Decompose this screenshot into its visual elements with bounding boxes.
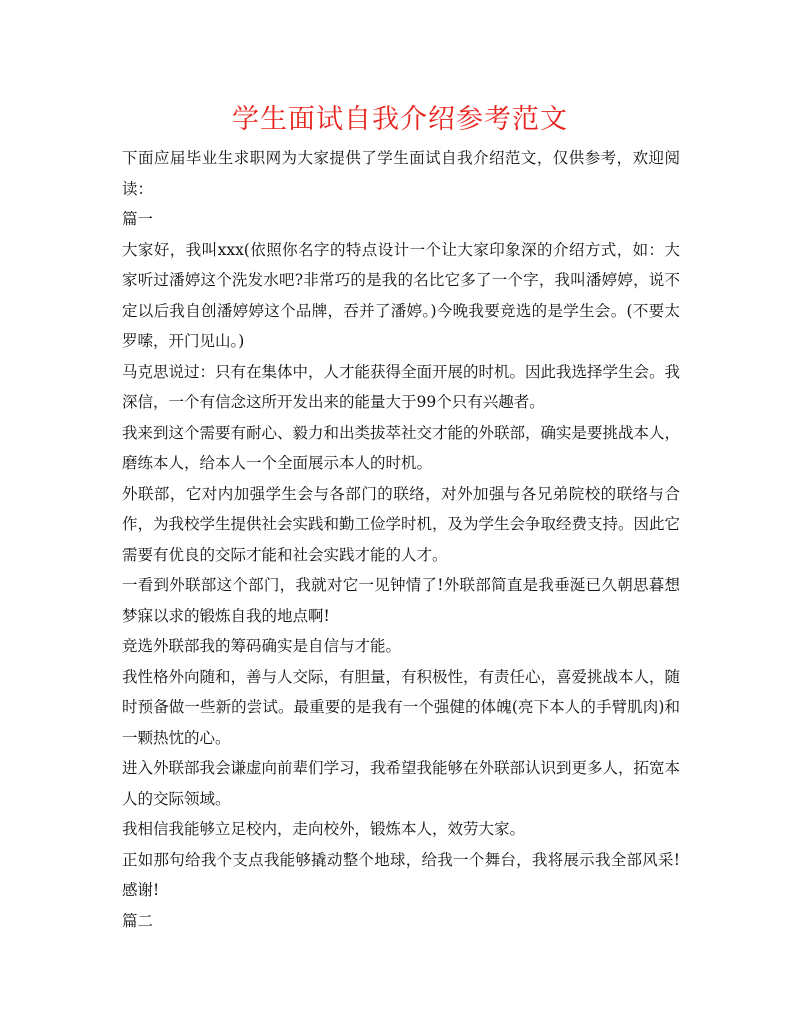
paragraph: 竞选外联部我的筹码确实是自信与才能。: [122, 637, 402, 655]
paragraph: 正如那句给我个支点我能够撬动整个地球，给我一个舞台，我将展示我全部风采!感谢!: [122, 850, 680, 899]
section-heading-2: 篇二: [122, 911, 154, 930]
paragraph: 进入外联部我会谦虚向前辈们学习，我希望我能够在外联部认识到更多人，拓宽本人的交际领域。: [122, 759, 681, 808]
document-body: [122, 143, 680, 936]
section-heading-1: 篇一: [122, 210, 154, 228]
paragraph: 一看到外联部这个部门，我就对它一见钟情了!外联部简直是我垂涎已久朝思暮想梦寐以求的锻炼自我的地点啊!: [122, 576, 680, 625]
paragraph: 大家好，我叫xxx(依照你名字的特点设计一个让大家印象深的介绍方式，如：大家听过潘婷这个洗发水吧?非常巧的是我的名比它多了一个字，我叫潘婷婷，说不定以后我自创潘婷婷这个品牌，吞并了潘婷。)今晚我要竞选的是学生会。(不要太罗嗦，开门见山。): [122, 240, 680, 350]
paragraph: 外联部，它对内加强学生会与各部门的联络，对外加强与各兄弟院校的联络与合作，为我校学生提供社会实践和勤工俭学时机，及为学生会争取经费支持。因此它需要有优良的交际才能和社会实践才能的人才。: [122, 484, 681, 564]
document-title: 学生面试自我介绍参考范文: [232, 104, 568, 135]
paragraph: 我来到这个需要有耐心、毅力和出类拔萃社交才能的外联部，确实是要挑战本人，磨练本人，给本人一个全面展示本人的时机。: [122, 423, 681, 472]
paragraph: 我相信我能够立足校内，走向校外，锻炼本人，效劳大家。: [122, 820, 526, 838]
paragraph-intro: 下面应届毕业生求职网为大家提供了学生面试自我介绍范文，仅供参考，欢迎阅读：: [122, 149, 680, 198]
paragraph: 我性格外向随和，善与人交际，有胆量，有积极性，有责任心，喜爱挑战本人，随时预备做一些新的尝试。最重要的是我有一个强健的体魄(亮下本人的手臂肌肉)和一颗热忱的心。: [122, 667, 681, 747]
paragraph: 马克思说过：只有在集体中，人才能获得全面开展的时机。因此我选择学生会。我深信，一个有信念这所开发出来的能量大于99个只有兴趣者。: [122, 362, 681, 411]
